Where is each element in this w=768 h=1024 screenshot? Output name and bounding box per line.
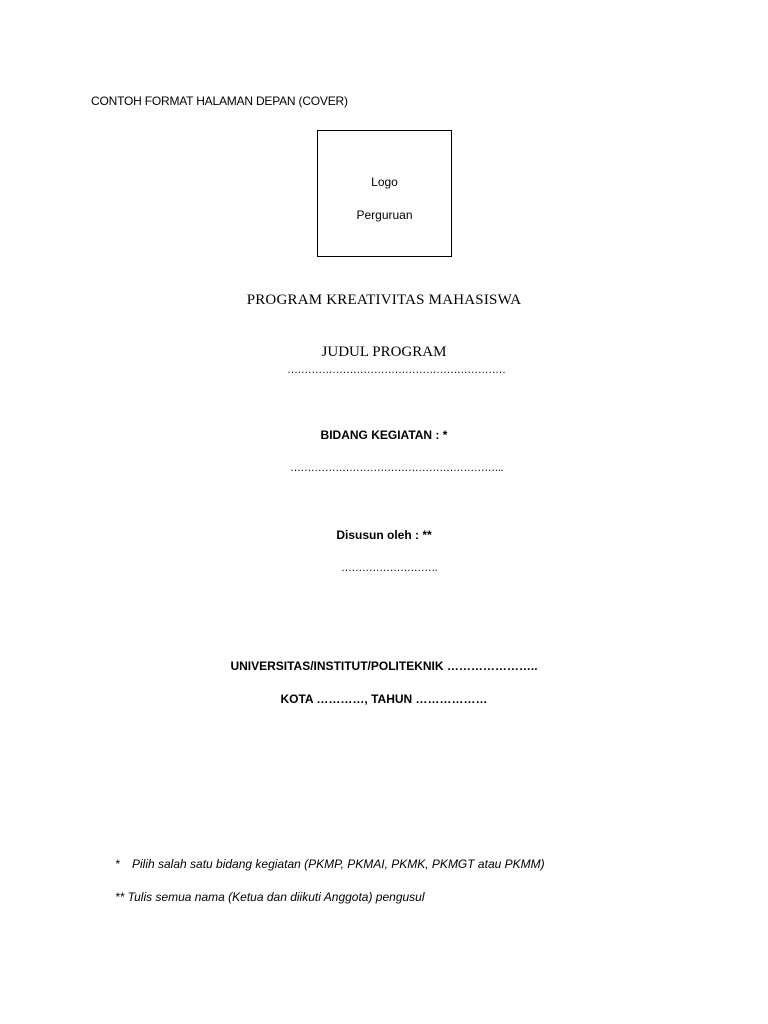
footnote-2: ** Tulis semua nama (Ketua dan diikuti Anggota) pengusul — [115, 890, 425, 904]
bidang-kegiatan-label: BIDANG KEGIATAN : * — [320, 428, 448, 442]
judul-program-dots: ……………………………………………………… — [287, 364, 506, 376]
example-heading: CONTOH FORMAT HALAMAN DEPAN (COVER) — [91, 94, 348, 108]
city-year-line: KOTA …………, TAHUN ……………… — [280, 692, 488, 706]
disusun-oleh-label: Disusun oleh : ** — [336, 528, 432, 542]
footnote-1-marker: * — [115, 857, 120, 871]
footnote-1-text: Pilih salah satu bidang kegiatan (PKMP, PKMAI, PKMK, PKMGT atau PKMM) — [132, 857, 545, 871]
program-title: PROGRAM KREATIVITAS MAHASISWA — [246, 292, 522, 308]
disusun-oleh-dots: ………………………. — [341, 562, 438, 574]
footnote-1 — [115, 857, 545, 871]
bidang-kegiatan-dots: …………………………………………………….. — [290, 462, 503, 474]
institution-line: UNIVERSITAS/INSTITUT/POLITEKNIK ………………….. — [230, 659, 538, 673]
judul-program-label: JUDUL PROGRAM — [321, 344, 447, 360]
logo-placeholder-box — [317, 130, 452, 257]
logo-sublabel: Perguruan — [356, 208, 413, 222]
logo-label: Logo — [371, 175, 398, 189]
